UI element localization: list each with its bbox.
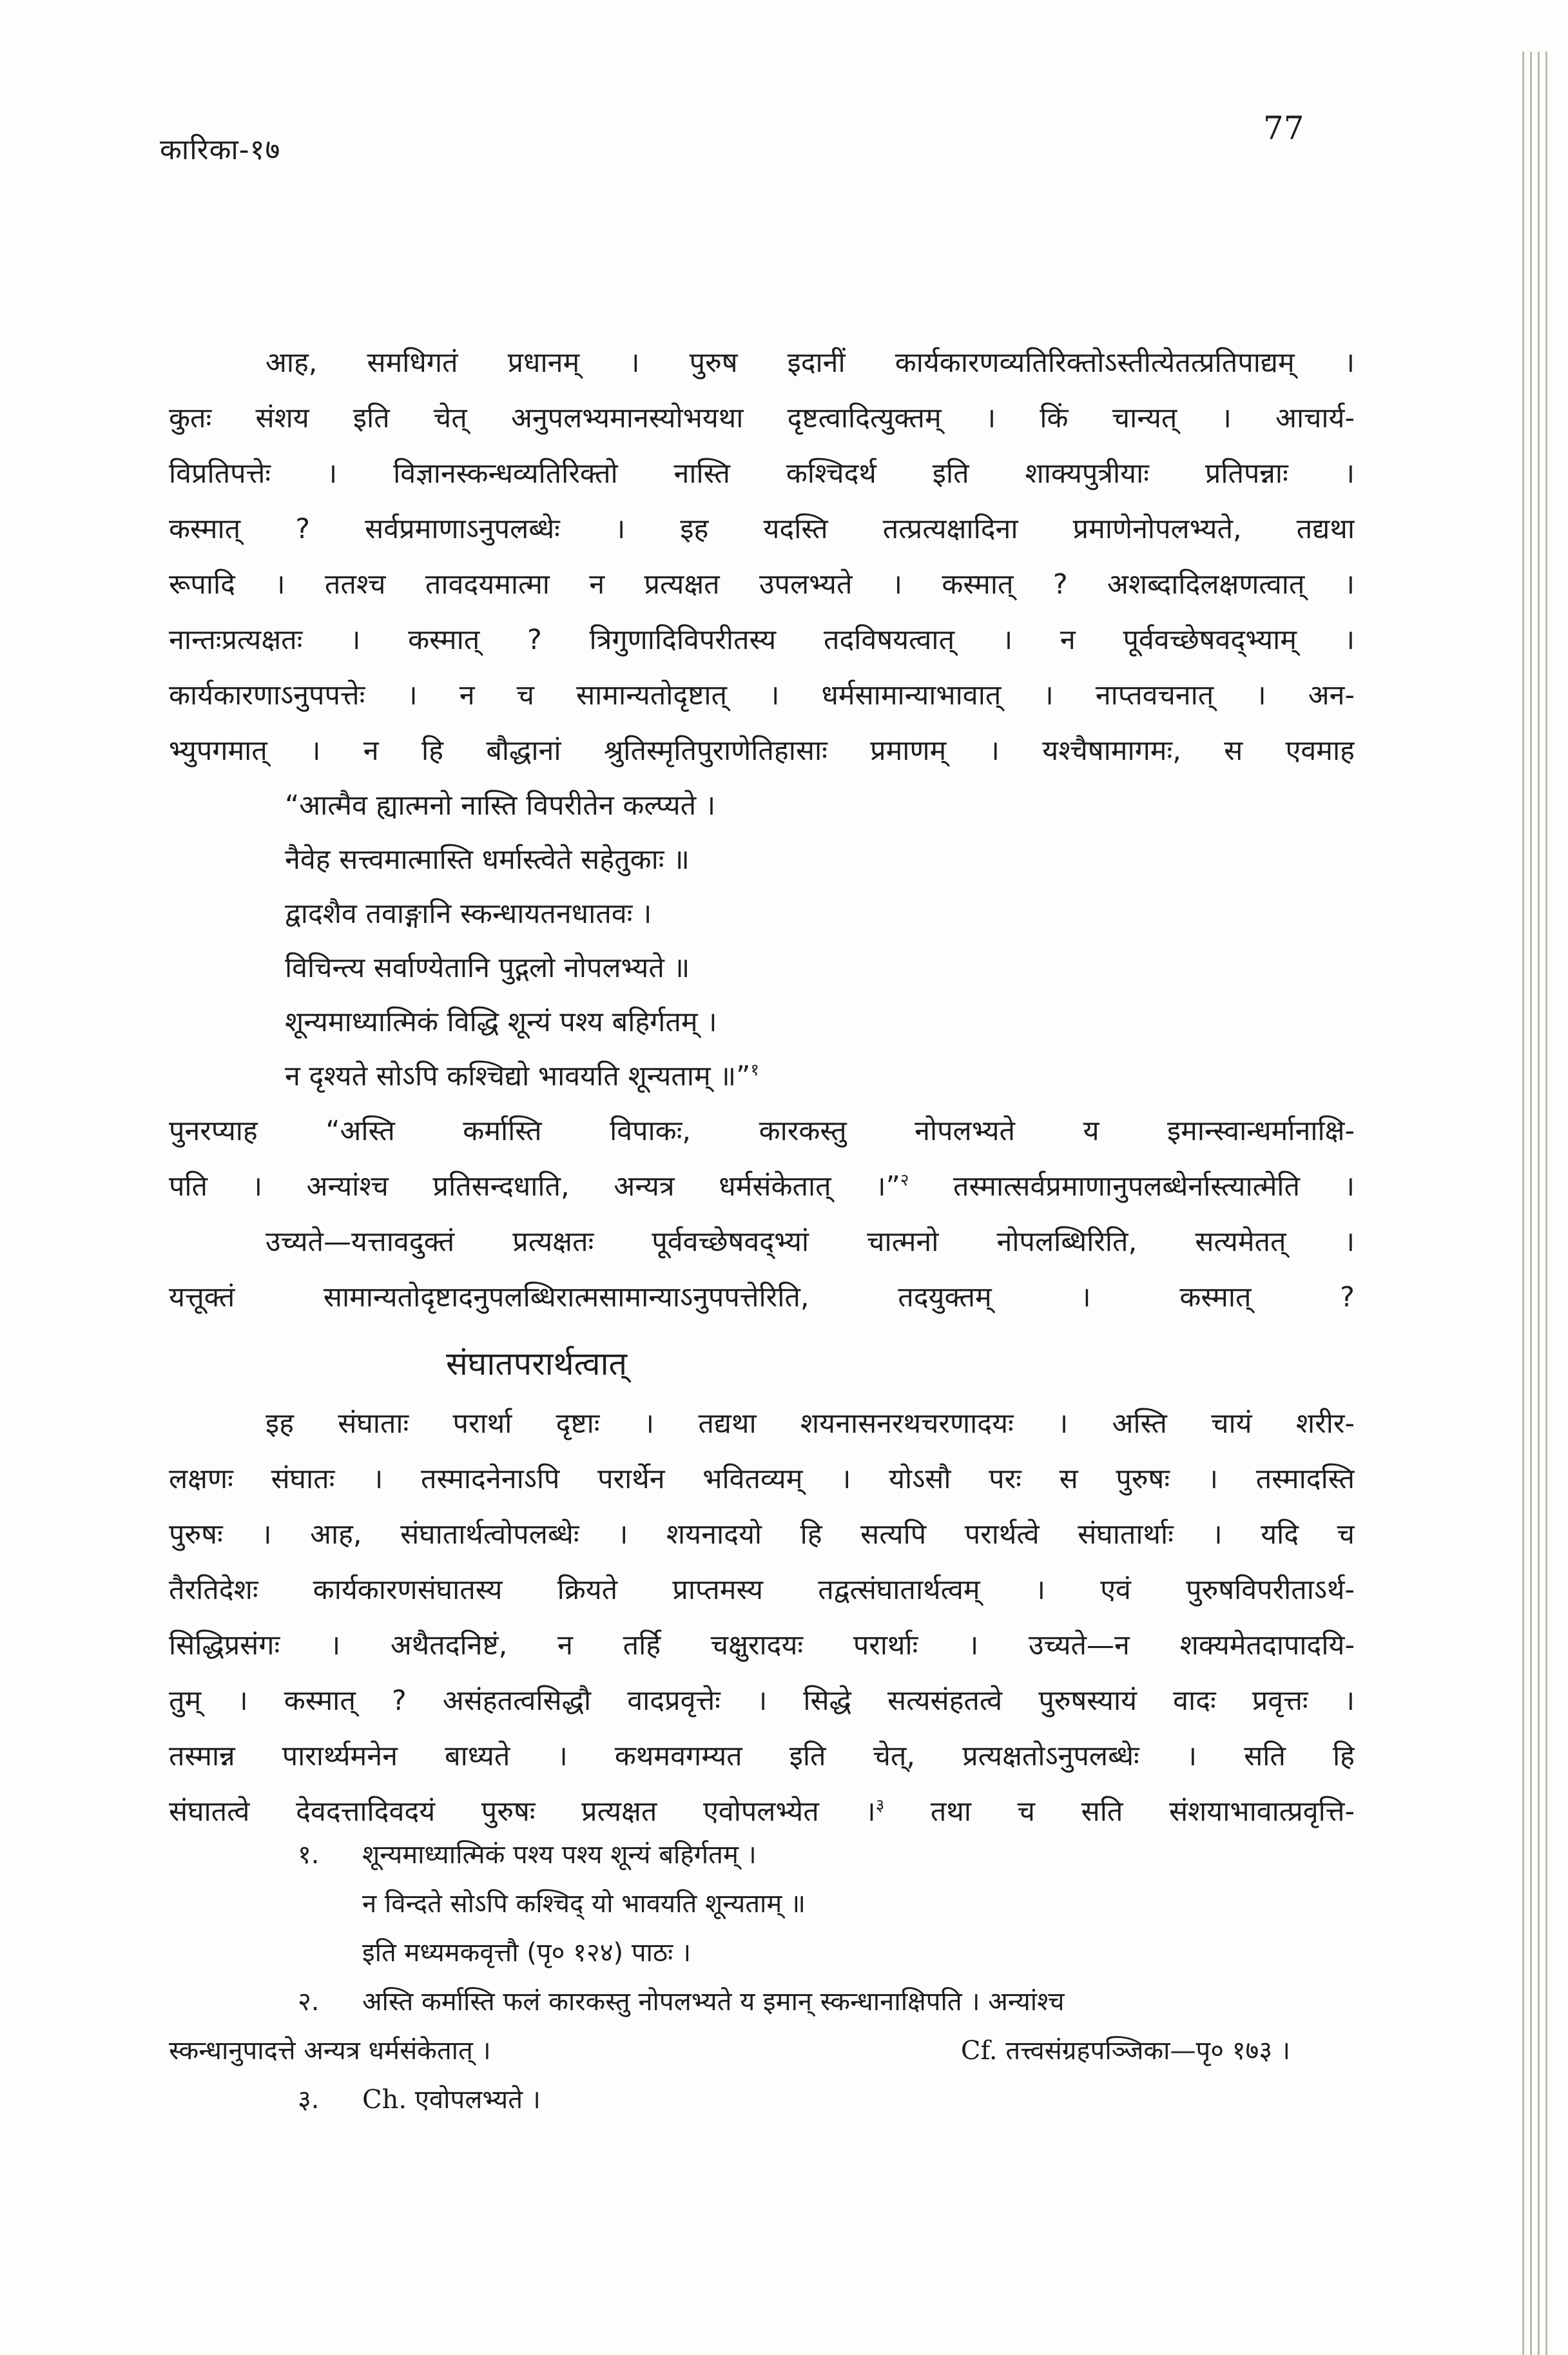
text-line: कुतः संशय इति चेत् अनुपलभ्यमानस्योभयथा दृष्टत्वादित्युक्तम् । किं चान्यत् । आचार्य- (169, 402, 1355, 434)
footnote-2 (169, 1977, 1355, 2075)
text-line (169, 1159, 1355, 1214)
text-line: भ्युपगमात् । न हि बौद्धानां श्रुतिस्मृतिपुराणेतिहासाः प्रमाणम् । यश्चैषामागमः, स एवमाह (169, 735, 1355, 767)
text-span: संघातत्वे देवदत्तादिवदयं पुरुषः प्रत्यक्षत एवोपलभ्येत । (169, 1796, 876, 1828)
text-line: कस्मात् ? सर्वप्रमाणाऽनुपलब्धेः । इह यदस्ति तत्प्रत्यक्षादिना प्रमाणेनोपलभ्यते, तद्यथा (169, 513, 1355, 545)
text-span: तस्मात्सर्वप्रमाणानुपलब्धेर्नास्त्यात्मेति । (953, 1170, 1355, 1203)
page-number: 77 (1263, 110, 1304, 147)
footnote-1 (169, 1830, 1355, 1977)
footnote-line (169, 2026, 1355, 2075)
footnote-text: अस्ति कर्मास्ति फलं कारकस्तु नोपलभ्यते य इमान् स्कन्धानाक्षिपति । अन्यांश्च (362, 1987, 1065, 2017)
verse-line: शून्यमाध्यात्मिकं विद्धि शून्यं पश्य बहिर्गतम् । (285, 1006, 717, 1038)
text-line: रूपादि । ततश्च तावदयमात्मा न प्रत्यक्षत उपलभ्यते । कस्मात् ? अशब्दादिलक्षणत्वात् । (169, 568, 1355, 601)
footnote-text: शून्यमाध्यात्मिकं पश्य पश्य शून्यं बहिर्गतम् । (362, 1840, 757, 1870)
paragraph-3 (169, 1396, 1355, 1839)
text-span: तथा च सति संशयाभावात्प्रवृत्ति- (930, 1796, 1355, 1828)
text-line: नान्तःप्रत्यक्षतः । कस्मात् ? त्रिगुणादिविपरीतस्य तदविषयत्वात् । न पूर्ववच्छेषवद्भ्याम् । (169, 624, 1355, 656)
footnote-marker: २ (900, 1170, 909, 1190)
text-line: विप्रतिपत्तेः । विज्ञानस्कन्धव्यतिरिक्तो नास्ति कश्चिदर्थ इति शाक्यपुत्रीयाः प्रतिपन्नाः । (169, 458, 1355, 490)
verse-line: “आत्मैव ह्यात्मनो नास्ति विपरीतेन कल्प्यते । (285, 790, 716, 822)
text-line: तस्मान्न पारार्थ्यमनेन बाध्यते । कथमवगम्यत इति चेत्, प्रत्यक्षतोऽनुपलब्धेः । सति हि (169, 1740, 1355, 1772)
text-line: कार्यकारणाऽनुपपत्तेः । न च सामान्यतोदृष्टात् । धर्मसामान्याभावात् । नाप्तवचनात् । अन- (169, 679, 1355, 712)
footnote-line (169, 2075, 1355, 2124)
margin-rule (1530, 52, 1532, 2355)
verse-block (169, 779, 1355, 1103)
text-line: पुनरप्याह “अस्ति कर्मास्ति विपाकः, कारकस्तु नोपलभ्यते य इमान्स्वान्धर्मानाक्षि- (169, 1115, 1355, 1147)
margin-rule (1538, 52, 1540, 2355)
text-line: आह, समधिगतं प्रधानम् । पुरुष इदानीं कार्यकारणव्यतिरिक्तोऽस्तीत्येतत्प्रतिपाद्यम् । (266, 347, 1355, 379)
footnote-line: इति मध्यमकवृत्तौ (पृ० १२४) पाठः । (362, 1938, 692, 1968)
footnote-line (169, 1830, 1355, 1879)
text-line: पुरुषः । आह, संघातार्थत्वोपलब्धेः । शयनादयो हि सत्यपि परार्थत्वे संघातार्थाः । यदि च (169, 1518, 1355, 1551)
text-line: यत्तूक्तं सामान्यतोदृष्टादनुपलब्धिरात्मसामान्याऽनुपपत्तेरिति, तदयुक्तम् । कस्मात् ? (169, 1281, 1355, 1313)
main-text (169, 335, 1355, 1839)
margin-rule (1545, 52, 1547, 2355)
margin-rule (1522, 52, 1524, 2355)
footnote-marker: ३ (875, 1796, 885, 1816)
text-line: तैरतिदेशः कार्यकारणसंघातस्य क्रियते प्राप्तमस्य तद्वत्संघातार्थत्वम् । एवं पुरुषविपरीताऽर्थ- (169, 1574, 1355, 1606)
footnotes (169, 1830, 1355, 2124)
verse-line-text: न दृश्यते सोऽपि कश्चिद्यो भावयति शून्यताम् ॥” (285, 1060, 751, 1092)
footnote-number: ३. (298, 2085, 320, 2115)
footnote-text: Ch. एवोपलभ्यते । (362, 2085, 541, 2115)
text-line: लक्षणः संघातः । तस्मादनेनाऽपि परार्थेन भवितव्यम् । योऽसौ परः स पुरुषः । तस्मादस्ति (169, 1463, 1355, 1495)
footnote-text: स्कन्धानुपादत्ते अन्यत्र धर्मसंकेतात् । (169, 2036, 491, 2066)
footnote-number: २. (298, 1987, 320, 2017)
footnote-line: न विन्दते सोऽपि कश्चिद् यो भावयति शून्यताम् ॥ (362, 1889, 806, 1919)
text-line: तुम् । कस्मात् ? असंहतत्वसिद्धौ वादप्रवृत्तेः । सिद्धे सत्यसंहतत्वे पुरुषस्यायं वादः प्रवृत्तः । (169, 1685, 1355, 1717)
text-line: उच्यते—यत्तावदुक्तं प्रत्यक्षतः पूर्ववच्छेषवद्भ्यां चात्मनो नोपलब्धिरिति, सत्यमेतत् । (266, 1226, 1355, 1258)
footnote-line (169, 1977, 1355, 2026)
text-line: इह संघाताः परार्था दृष्टाः । तद्यथा शयनासनरथचरणादयः । अस्ति चायं शरीर- (266, 1408, 1355, 1440)
footnote-number: १. (298, 1840, 320, 1870)
paragraph-2 (169, 1103, 1355, 1325)
paragraph-1 (169, 335, 1355, 779)
footnote-marker: १ (750, 1060, 759, 1080)
section-heading: संघातपरार्थत्वात् (446, 1345, 628, 1382)
verse-line: द्वादशैव तवाङ्गानि स्कन्धायतनधातवः । (285, 898, 652, 930)
text-line: सिद्धिप्रसंगः । अथैतदनिष्टं, न तर्हि चक्षुरादयः परार्थाः । उच्यते—न शक्यमेतदापादयि- (169, 1629, 1355, 1662)
verse-line: विचिन्त्य सर्वाण्येतानि पुद्गलो नोपलभ्यते ॥ (285, 952, 690, 984)
running-head: कारिका-१७ (160, 133, 281, 166)
verse-line (169, 1049, 1355, 1103)
footnote-citation: Cf. तत्त्वसंग्रहपञ्जिका—पृ० १७३ । (960, 2036, 1290, 2066)
verse-line: नैवेह सत्त्वमात्मास्ति धर्मास्त्वेते सहेतुकाः ॥ (285, 844, 690, 876)
text-span: पति । अन्यांश्च प्रतिसन्दधाति, अन्यत्र धर्मसंकेतात् ।” (169, 1170, 900, 1203)
footnote-3 (169, 2075, 1355, 2124)
